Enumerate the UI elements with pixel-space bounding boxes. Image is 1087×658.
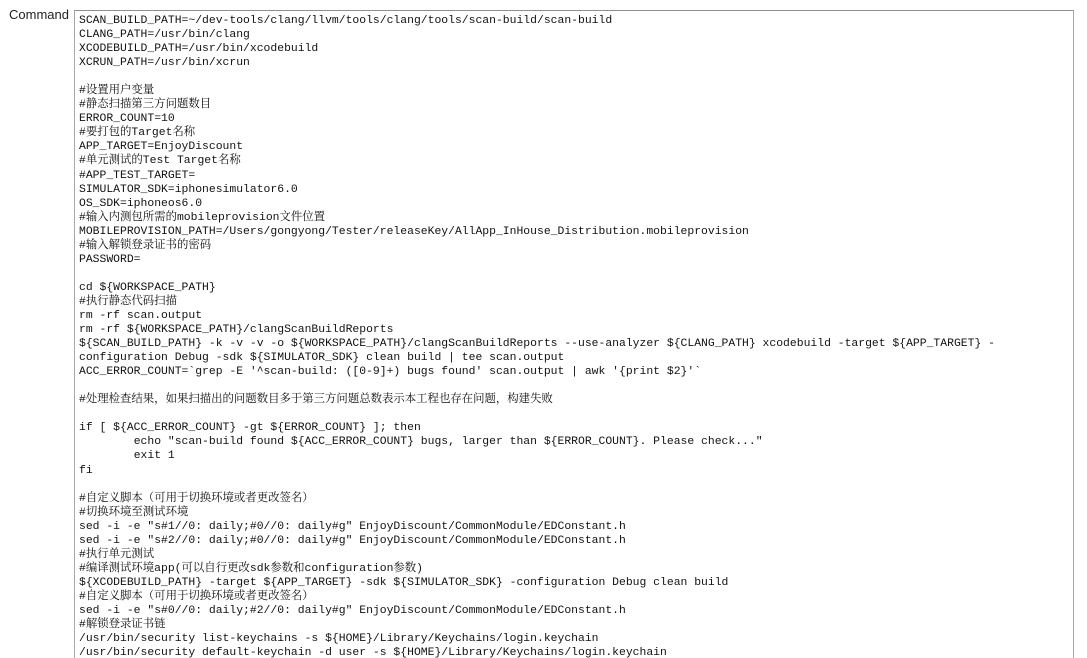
command-textarea[interactable] bbox=[74, 10, 1074, 658]
command-label: Command bbox=[9, 7, 69, 22]
command-script-text[interactable]: SCAN_BUILD_PATH=~/dev-tools/clang/llvm/tools/clang/tools/scan-build/scan-build CLANG_PATH=/usr/bin/clang XCODEBUILD_PATH=/usr/bin/xcodebuild XCRUN_PATH=/usr/bin/xcrun #设置用户变量 #静态扫描第三方问题数目 ERROR_COUNT=10 #要打包的Target名称 APP_TARGET=EnjoyDiscount #单元测试的Test Target名称 #APP_TEST_TARGET= SIMULATOR_SDK=iphonesimulator6.0 OS_SDK=iphoneos6.0 #输入内测包所需的mobileprovision文件位置 MOBILEPROVISION_PATH=/Users/gongyong/Tester/releaseKey/AllApp_InHouse_Distribution.mobileprovision #输入解锁登录证书的密码 PASSWORD= cd ${WORKSPACE_PATH} #执行静态代码扫描 rm -rf scan.output rm -rf ${WORKSPACE_PATH}/clangScanBuildReports ${SCAN_BUILD_PATH} -k -v -v -o ${WORKSPACE_PATH}/clangScanBuildReports --use-analyzer ${CLANG_PATH} xcodebuild -target ${APP_TARGET} - configuration Debug -sdk ${SIMULATOR_SDK} clean build | tee scan.output ACC_ERROR_COUNT=`grep -E '^scan-build: ([0-9]+) bugs found' scan.output | awk '{print $2}'` #处理检查结果，如果扫描出的问题数目多于第三方问题总数表示本工程也存在问题，构建失败 if [ ${ACC_ERROR_COUNT} -gt ${ERROR_COUNT} ]; then echo "scan-build found ${ACC_ERROR_COUNT} bugs, larger than ${ERROR_COUNT}. Please check..." exit 1 fi #自定义脚本（可用于切换环境或者更改签名） #切换环境至测试环境 sed -i -e "s#1//0: daily;#0//0: daily#g" EnjoyDiscount/CommonModule/EDConstant.h sed -i -e "s#2//0: daily;#0//0: daily#g" EnjoyDiscount/CommonModule/EDConstant.h #执行单元测试 #编译测试环境app(可以自行更改sdk参数和configuration参数) ${XCODEBUILD_PATH} -target ${APP_TARGET} -sdk ${SIMULATOR_SDK} -configuration Debug clean build #自定义脚本（可用于切换环境或者更改签名） sed -i -e "s#0//0: daily;#2//0: daily#g" EnjoyDiscount/CommonModule/EDConstant.h #解锁登录证书链 /usr/bin/security list-keychains -s ${HOME}/Library/Keychains/login.keychain /usr/bin/security default-keychain -d user -s ${HOME}/Library/Keychains/login.keychain bbox=[79, 15, 995, 658]
